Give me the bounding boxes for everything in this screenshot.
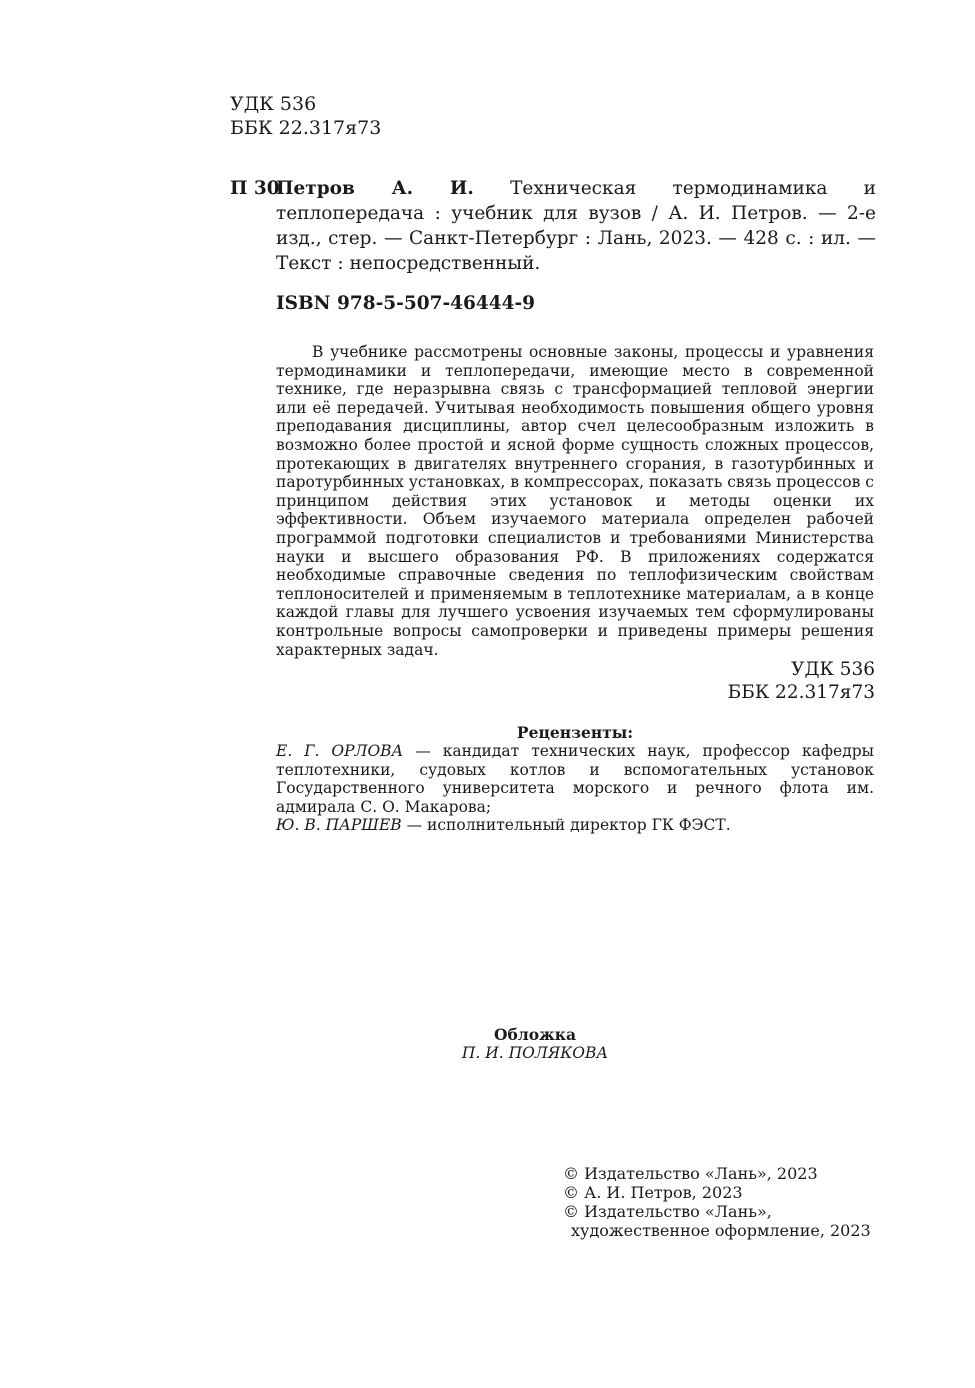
reviewer-name: Е. Г. ОРЛОВА xyxy=(276,742,404,761)
copyright-line: © А. И. Петров, 2023 xyxy=(563,1183,743,1202)
udk-code-bottom: УДК 536 xyxy=(791,659,875,680)
isbn: ISBN 978-5-507-46444-9 xyxy=(276,293,536,314)
udk-code: УДК 536 xyxy=(230,93,317,115)
copyright-line: © Издательство «Лань», xyxy=(563,1202,772,1221)
bibliographic-text xyxy=(276,176,876,276)
reviewer-description: — исполнительный директор ГК ФЭСТ. xyxy=(401,816,731,835)
copyright-line: © Издательство «Лань», 2023 xyxy=(563,1164,818,1183)
citation: Техническая термодинамика и теплопередача : учебник для вузов / А. И. Петров. — 2-е изд., стер. — Санкт-Петербург : Лань, 2023. — 428 с. : ил. — Текст : непосредственный. xyxy=(276,178,876,274)
reviewer-entry xyxy=(276,742,874,816)
bibliographic-entry xyxy=(230,176,876,276)
classification-codes-top xyxy=(230,92,381,140)
bbk-code-bottom: ББК 22.317я73 xyxy=(727,682,875,703)
reviewers-section xyxy=(276,724,874,834)
reviewer-name: Ю. В. ПАРШЕВ xyxy=(276,816,402,835)
copyright-block xyxy=(563,1164,871,1240)
cover-label: Обложка xyxy=(494,1025,576,1044)
cover-designer: П. И. ПОЛЯКОВА xyxy=(461,1044,609,1062)
author-sign: П 30 xyxy=(230,178,280,199)
abstract xyxy=(276,343,874,659)
cover-credit xyxy=(380,1025,690,1063)
classification-codes-bottom xyxy=(728,658,875,704)
reviewer-entry xyxy=(276,816,874,834)
reviewers-heading: Рецензенты: xyxy=(516,723,634,742)
copyright-line: художественное оформление, 2023 xyxy=(571,1221,871,1240)
reviewer-description: — кандидат технических наук, профессор кафедры теплотехники, судовых котлов и вспомогательных установок Государственного университета морского и речного флота им. адмирала С. О. Макарова; xyxy=(276,742,874,816)
author-name: Петров А. И. xyxy=(276,178,474,199)
bbk-code: ББК 22.317я73 xyxy=(230,117,382,139)
abstract-text: В учебнике рассмотрены основные законы, процессы и уравнения термодинамики и теплопередачи, имеющие место в современной технике, где неразрывна связь с трансформацией тепловой энергии или её передачей. Учитывая необходимость повышения общего уровня преподавания дисциплины, автор счел целесообразным изложить в возможно более простой и ясной форме сущность сложных процессов, протекающих в двигателях внутреннего сгорания, в газотурбинных и паротурбинных установках, в компрессорах, показать связь процессов с принципом действия этих установок и методы оценки их эффективности. Объем изучаемого материала определен рабочей программой подготовки специалистов и требованиями Министерства науки и высшего образования РФ. В приложениях содержатся необходимые справочные сведения по теплофизическим свойствам теплоносителей и применяемым в теплотехнике материалам, а в конце каждой главы для лучшего усвоения изучаемых тем сформулированы контрольные вопросы самопроверки и приведены примеры решения характерных задач. xyxy=(276,343,874,659)
